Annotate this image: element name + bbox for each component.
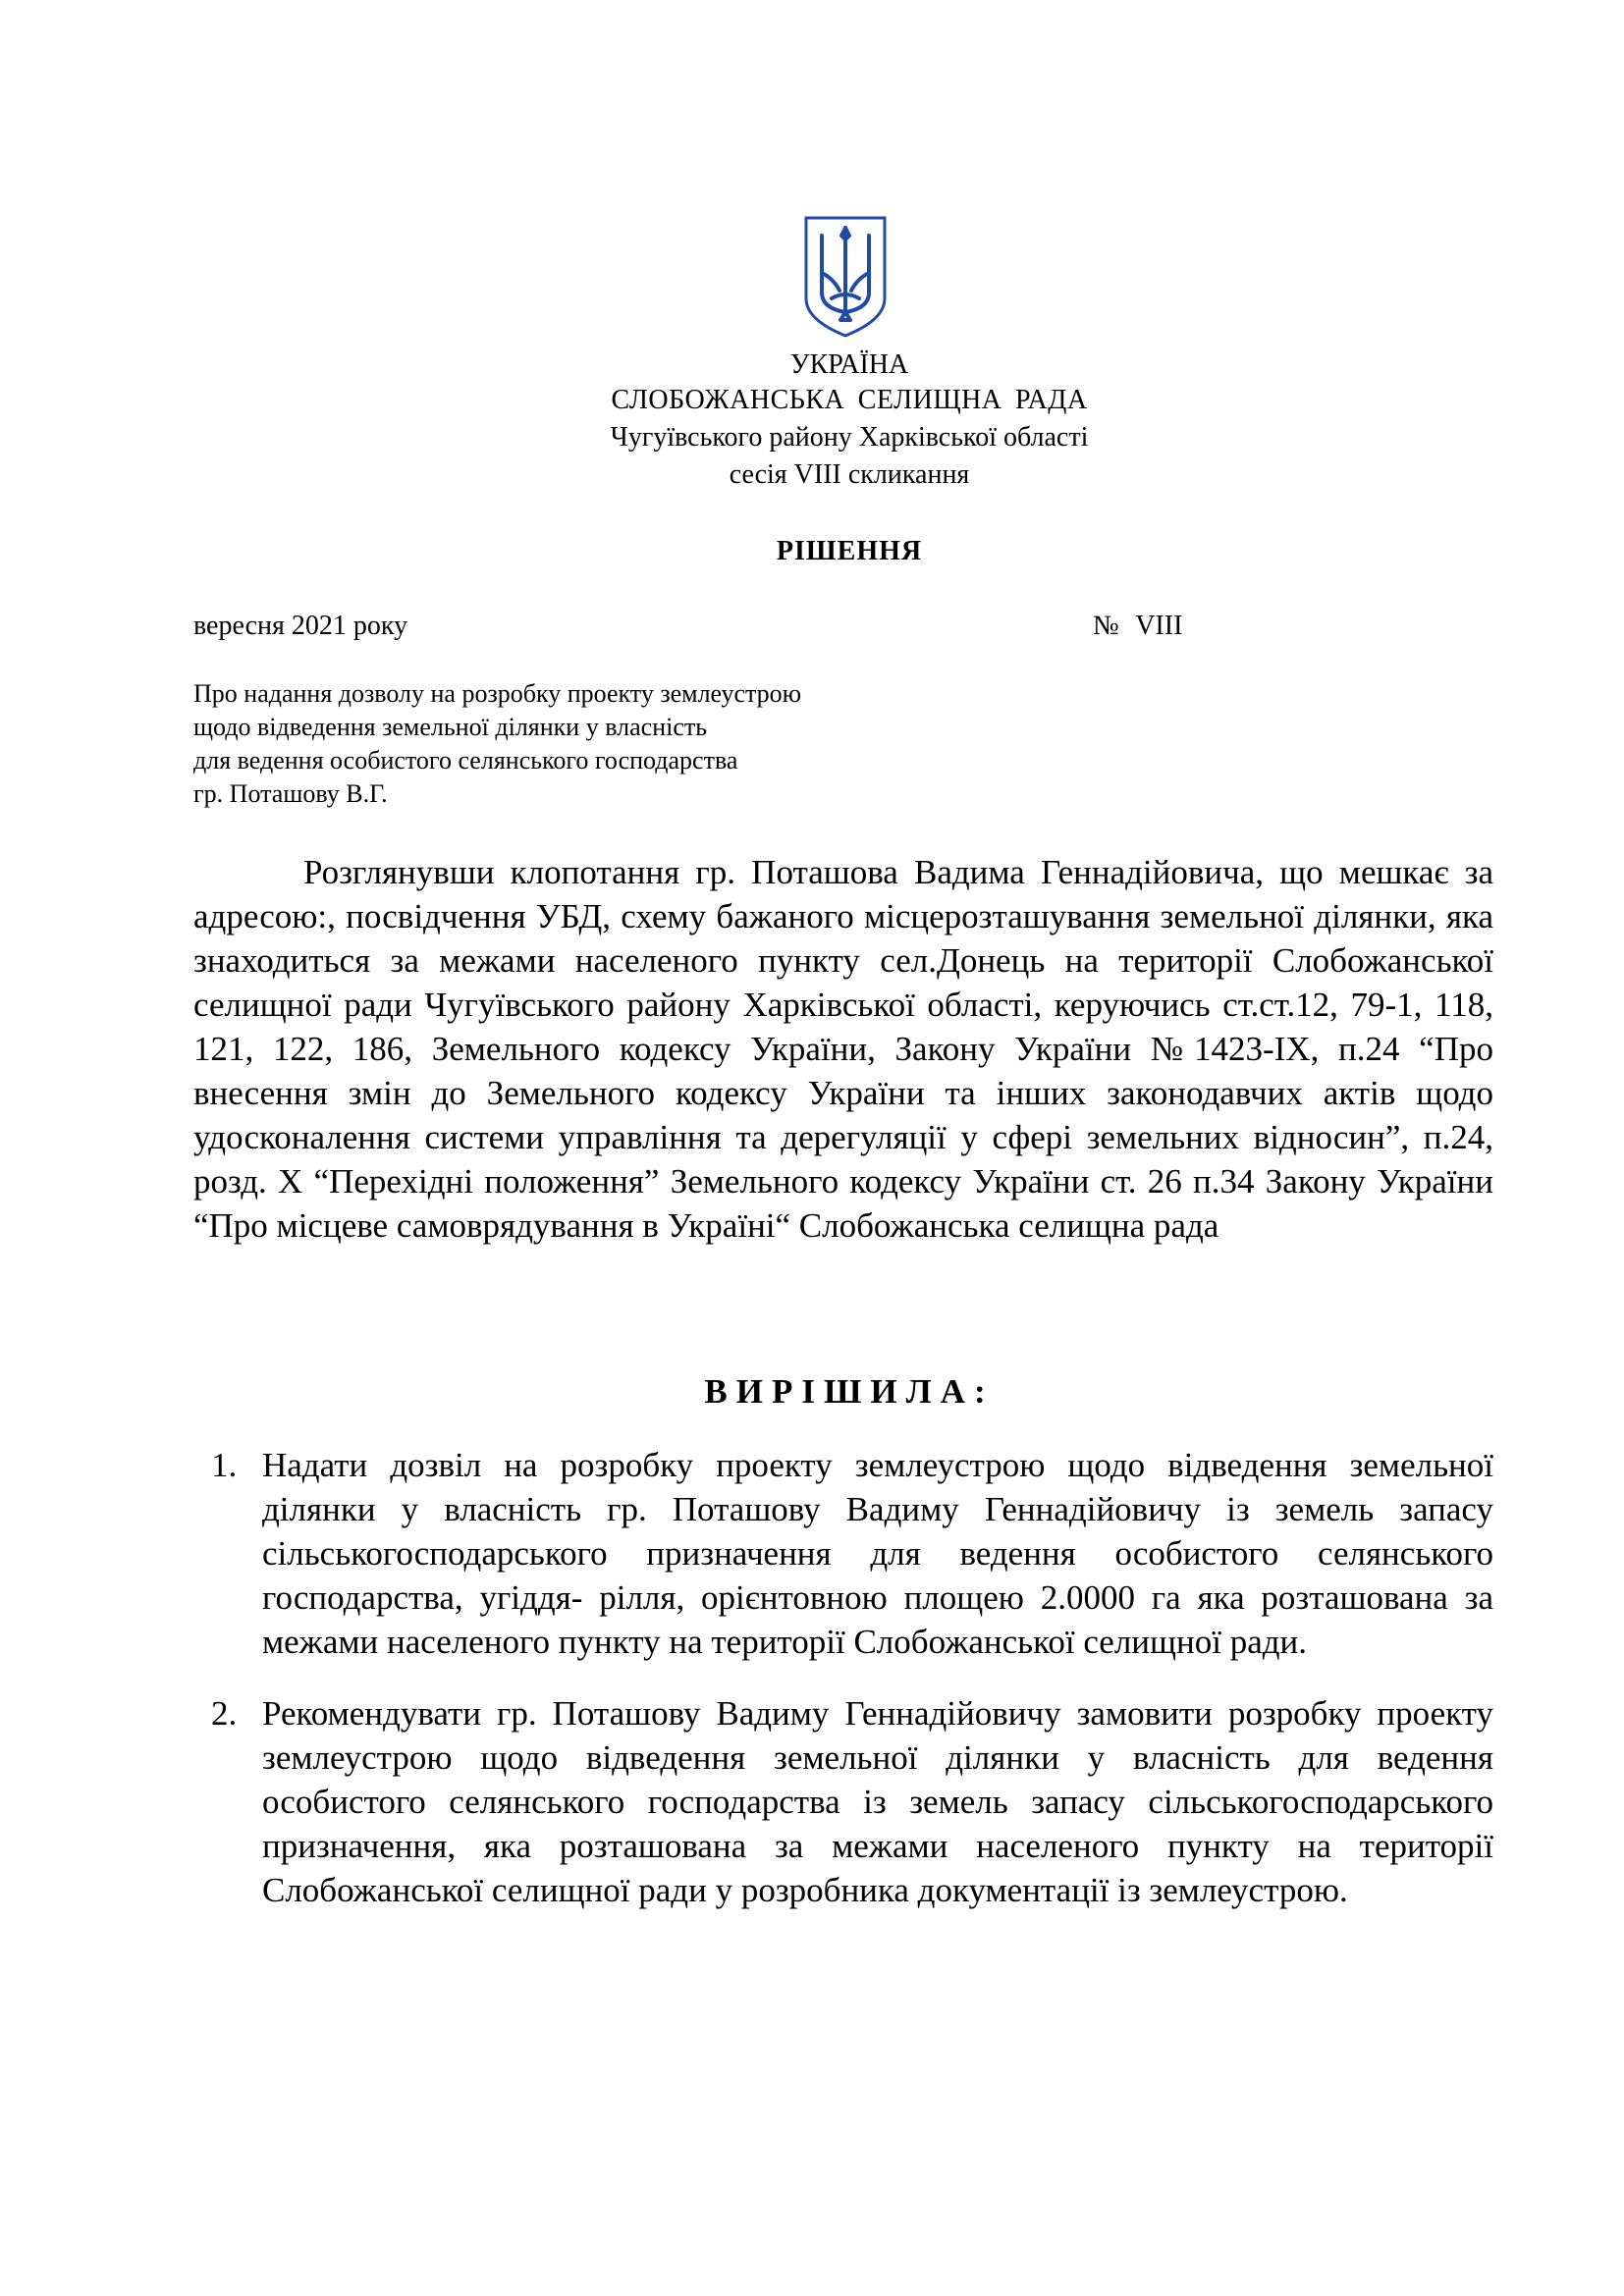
decision-item [193, 1443, 1493, 1664]
session-label: сесія VIII скликання [729, 459, 970, 490]
item-number: 2. [211, 1694, 238, 1733]
subject-line: гр. Поташову В.Г. [193, 779, 388, 808]
item-text: Рекомендувати гр. Поташову Вадиму Геннадійовичу замовити розробку проекту землеустрою щодо відведення земельної ділянки у власність для ведення особистого селянського господарства із земель запасу сільськогосподарського призначення, яка розташована за межами населеного пункту на території Слобожанської селищної ради у розробника документації із землеустрою. [262, 1694, 1493, 1909]
country-name: УКРАЇНА [789, 349, 909, 380]
subject-line: для ведення особистого селянського господарства [193, 746, 738, 774]
subject-line: щодо відведення земельної ділянки у власність [193, 713, 708, 741]
decision-items [193, 1443, 1493, 1940]
decision-subject [193, 677, 801, 811]
tryzub-coat-of-arms-icon [802, 214, 889, 340]
item-number: 1. [211, 1446, 238, 1484]
decision-number: № VIII [1093, 611, 1183, 641]
district-name: Чугуївського району Харківської області [610, 422, 1089, 453]
item-text: Надати дозвіл на розробку проекту землеустрою щодо відведення земельної ділянки у власність гр. Поташову Вадиму Геннадійовичу із земель запасу сільськогосподарського призначення для ведення особистого селянського господарства, угіддя- рілля, орієнтовною площею 2.0000 га яка розташована за межами населеного пункту на території Слобожанської селищної ради. [262, 1446, 1493, 1661]
subject-line: Про надання дозволу на розробку проекту землеустрою [193, 679, 802, 708]
decision-item [193, 1691, 1493, 1912]
decision-date: вересня 2021 року [193, 611, 408, 641]
resolved-heading: ВИРІШИЛА: [704, 1372, 995, 1411]
preamble-paragraph: Розглянувши клопотання гр. Поташова Вадима Геннадійовича, що мешкає за адресою:, посвідчення УБД, схему бажаного місцерозташування земельної ділянки, яка знаходиться за межами населеного пункту сел.Донець на території Слобожанської селищної ради Чугуївського району Харківської області, керуючись ст.ст.12, 79-1, 118, 121, 122, 186, Земельного кодексу України, Закону України №1423-IX, п.24 “Про внесення змін до Земельного кодексу України та інших законодавчих актів щодо удосконалення системи управління та дерегуляції у сфері земельних відносин”, п.24, розд. Х “Перехідні положення” Земельного кодексу України ст. 26 п.34 Закону України “Про місцеве самоврядування в Україні“ Слобожанська селищна рада [193, 853, 1493, 1245]
decision-title: РІШЕННЯ [776, 536, 923, 566]
council-name: СЛОБОЖАНСЬКА СЕЛИЩНА РАДА [611, 385, 1088, 415]
